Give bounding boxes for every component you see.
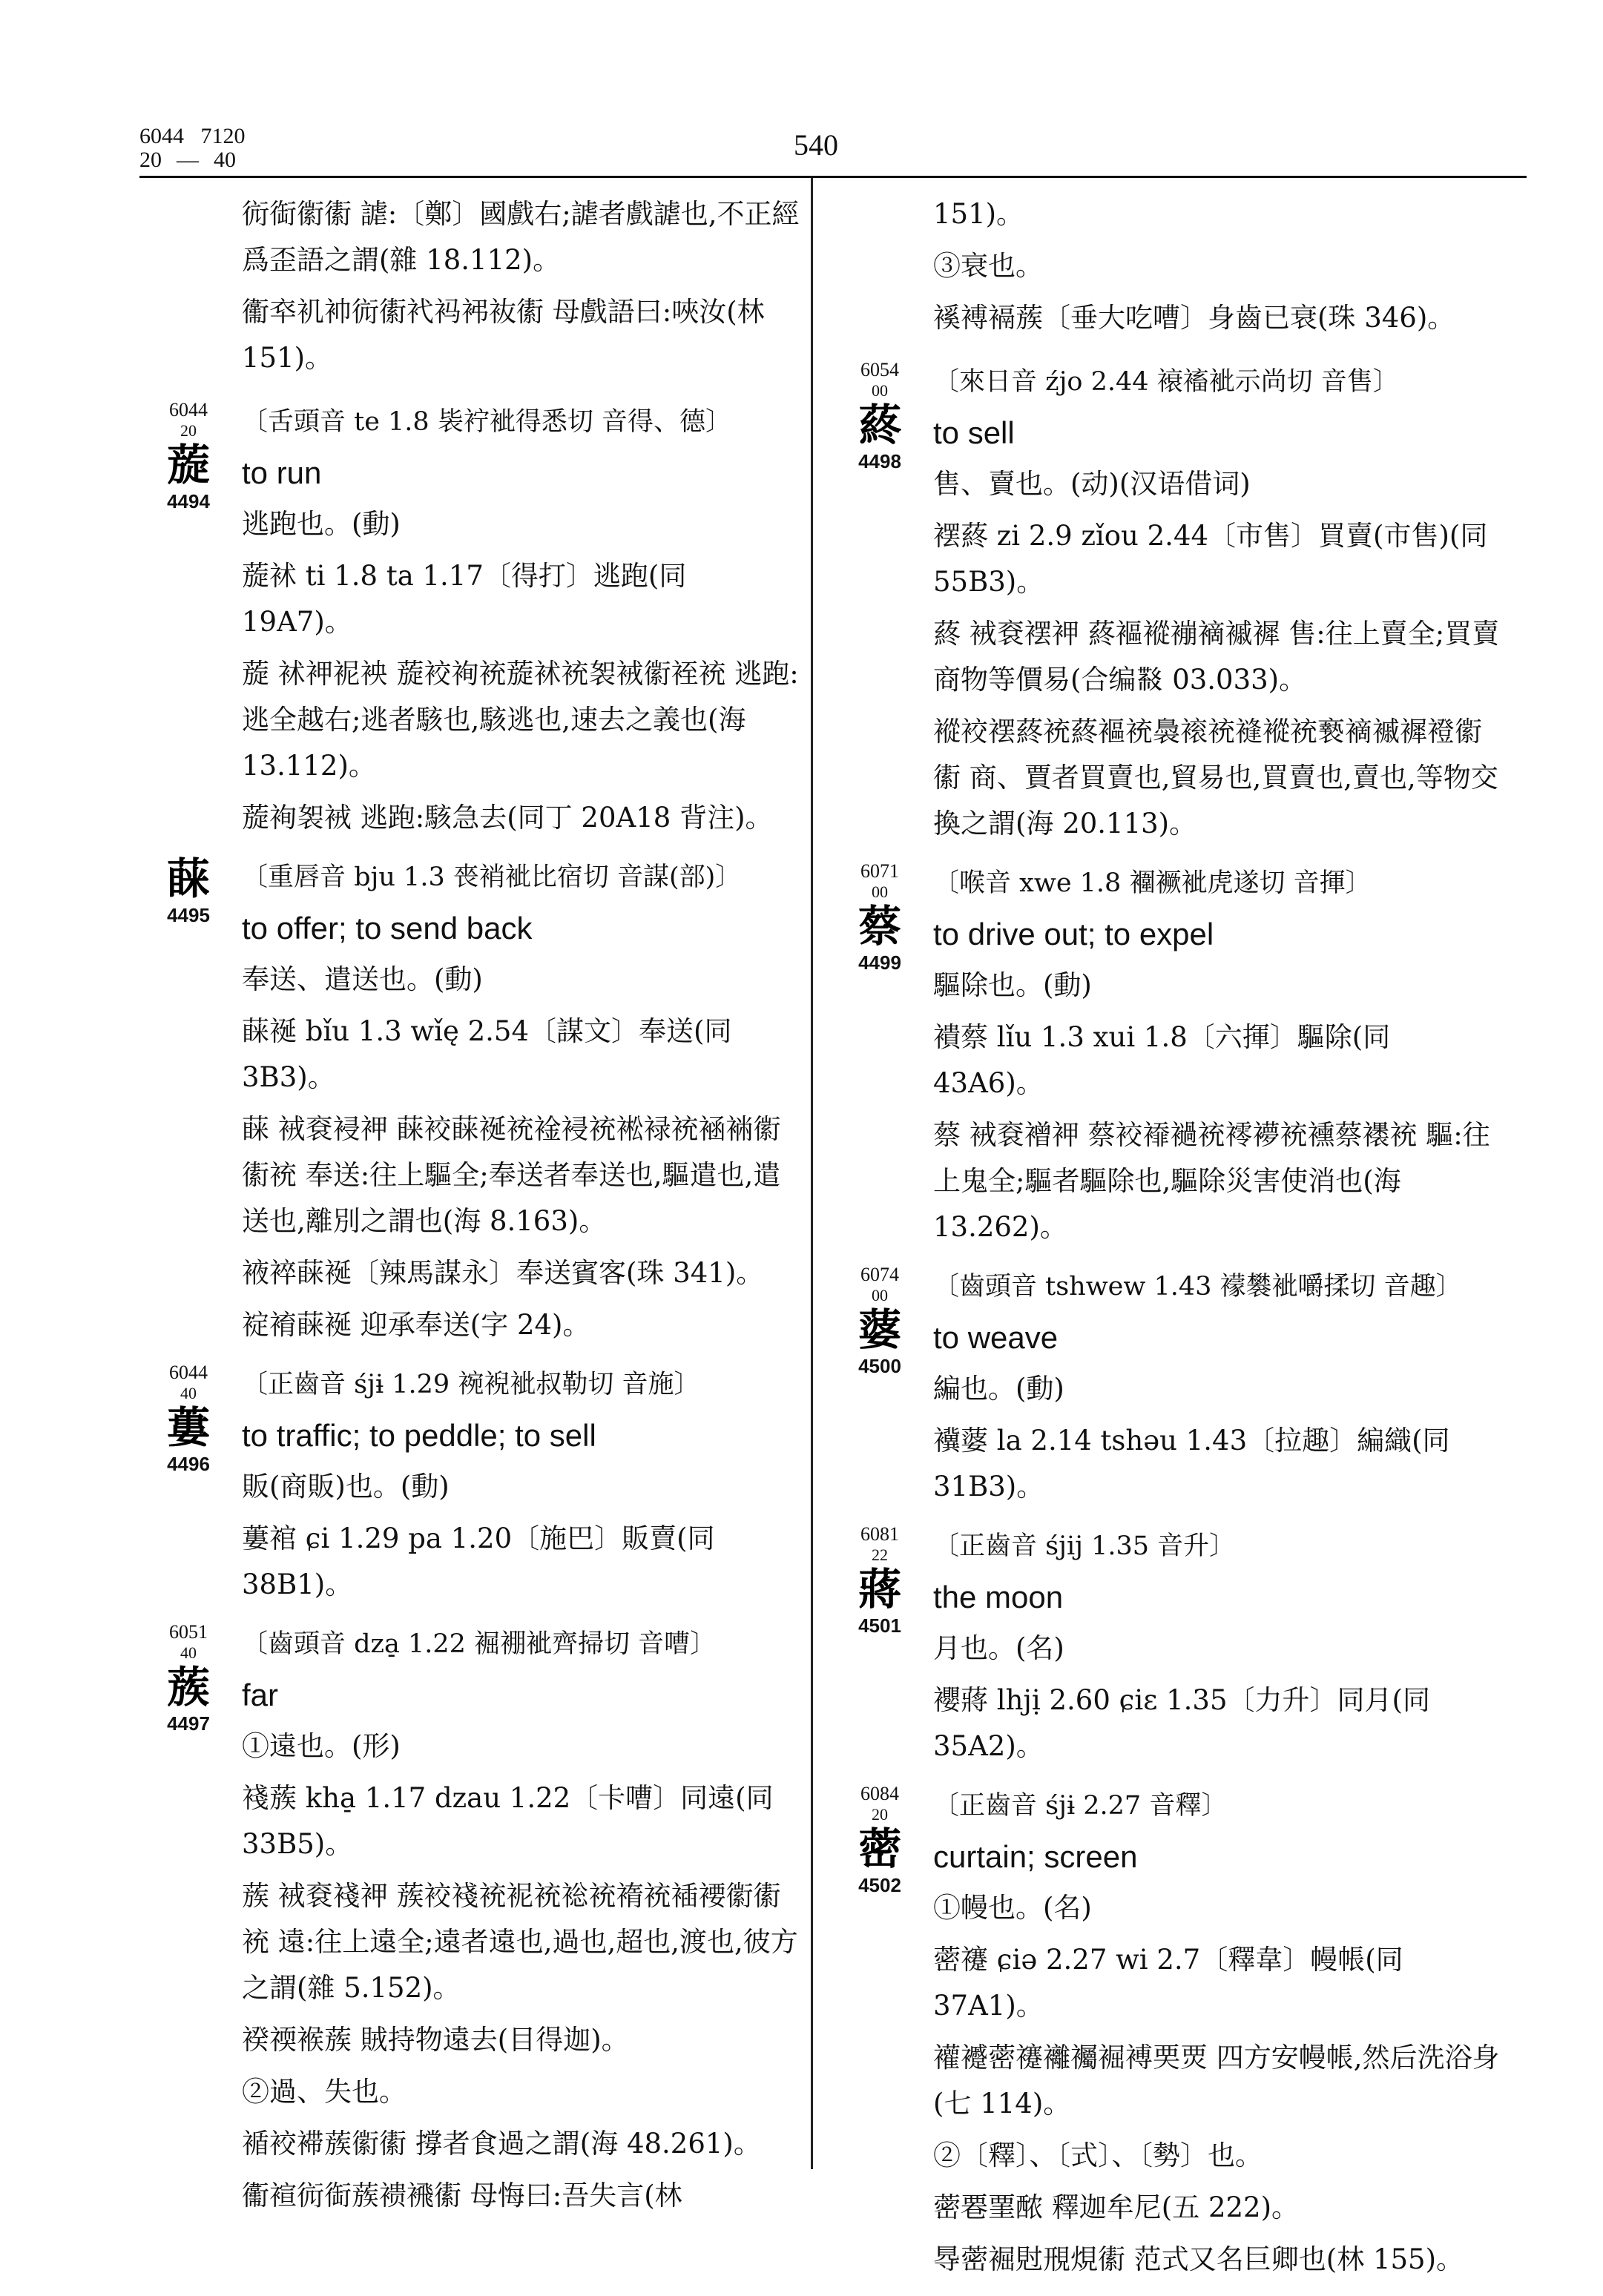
entry-margin [147, 1621, 230, 1735]
chinese-definition: 驅除也。(動) [933, 969, 1092, 1001]
entry-margin [147, 1362, 230, 1476]
headword-character: 蔣 [858, 1564, 901, 1614]
entry-index: 4499 [858, 951, 901, 974]
headword-character: 蔤 [858, 1824, 901, 1874]
entry-sub-number: 00 [872, 381, 888, 400]
entry-index: 4498 [858, 450, 901, 472]
entry-index: 4497 [167, 1712, 210, 1735]
column-divider [811, 178, 813, 2169]
chinese-definition: ①幔也。(名) [933, 1892, 1092, 1924]
example-line: 䙬蔣 lhjị 2.60 ɕiɛ 1.35〔力升〕同月(同 35A2)。 [933, 1684, 1430, 1762]
headword-character: 蔞 [166, 1402, 210, 1453]
chinese-definition: ②〔釋〕、〔式〕、〔勢〕也。 [933, 2140, 1263, 2171]
entry-index: 4495 [167, 904, 210, 926]
continuation-text: 151)。 ③衰也。 䙎䙏䙐蔟〔垂大吃嘈〕身齒已衰(珠 346)。 [933, 198, 1455, 334]
english-gloss: far [242, 1678, 279, 1712]
headword-character: 蔟 [166, 1662, 210, 1712]
english-gloss: to drive out; to expel [933, 917, 1214, 951]
entry-margin [838, 359, 921, 473]
entry-number: 6054 [860, 359, 899, 380]
english-gloss: to offer; to send back [242, 911, 533, 946]
english-gloss: curtain; screen [933, 1839, 1138, 1874]
headword-character: 蔝 [166, 854, 210, 904]
dictionary-entry [838, 359, 1506, 847]
phonetic-line: 〔舌頭音 te 1.8 䘡䘢䘣得悉切 音得、德〕 [242, 407, 731, 437]
entry-sub-number: 00 [872, 1286, 888, 1304]
entry-index: 4501 [858, 1614, 901, 1637]
entry-sub-number: 00 [872, 883, 888, 901]
entry-margin [838, 1783, 921, 1897]
entry-margin [838, 1264, 921, 1378]
example-line: 䙡蔡 lǐu 1.3 xui 1.8〔六揮〕驅除(同 43A6)。 [933, 1021, 1391, 1099]
phonetic-line: 〔正齒音 śjɨ 2.27 音釋〕 [933, 1791, 1228, 1821]
dictionary-entry [147, 1621, 800, 2219]
example-line: 蔤䙭 ɕiə 2.27 wi 2.7〔釋韋〕幔帳(同 37A1)。 [933, 1944, 1403, 2022]
entry-number: 6081 [860, 1523, 899, 1545]
entry-number: 6084 [860, 1783, 899, 1804]
dictionary-entry [147, 854, 800, 1348]
example-line: 蔙䘩䘫䘬 逃跑:駭急去(同丁 20A18 背注)。 [242, 802, 773, 834]
header-rule [139, 176, 1527, 178]
entry-sub-number: 20 [180, 421, 197, 440]
phonetic-line: 〔齒頭音 tshwew 1.43 䙩䙪䘣嚼揉切 音趣〕 [933, 1272, 1462, 1302]
example-line: 蔞䘾 ɕi 1.29 pa 1.20〔施巴〕販賣(同 38B1)。 [242, 1523, 715, 1600]
entry-margin [838, 1523, 921, 1637]
example-line: 蔠 䘬䘱䙓䘥 蔠䙔䙕䙖䙗䙘䙙 售:往上賣全;買賣商物等價易(合编𘜶 03.033)。 [933, 618, 1500, 696]
left-column [147, 191, 800, 2232]
example-line: 蔤䙴䙵䙶 釋迦牟尼(五 222)。 [933, 2191, 1300, 2223]
example-line: 蔙䘤 ti 1.8 ta 1.17〔得打〕逃跑(同 19A7)。 [242, 560, 687, 638]
example-line: 䙕䘨䙓蔠䘪蔠䙔䘪䙚䙛䘪䙜䙕䘪䙝䙗䙘䙙䙞䘗䘘 商、賈者買賣也,貿易也,買賣也,賣也,等物交換之謂(海 20.113)。 [933, 716, 1498, 839]
phonetic-line: 〔來日音 źjo 2.44 䙑䙒䘣示尚切 音售〕 [933, 367, 1399, 397]
phonetic-line: 〔齒頭音 dza̠ 1.22 䘿䙀䘣齊掃切 音嘈〕 [242, 1629, 717, 1659]
headword-character: 蔡 [858, 901, 901, 951]
example-line: 䙁蔟 kha̠ 1.17 dzau 1.22〔卡嘈〕同遠(同 33B5)。 [242, 1782, 774, 1860]
page-number: 540 [794, 128, 838, 162]
example-line: 蔝 䘬䘱䘲䘥 蔝䘨蔝䘰䘪䘳䘲䘪䘴䘵䘪䘶䘷䘗䘘䘪 奉送:往上驅全;奉送者奉送也,驅遣也,遣送也,離別之謂也(海 8.163)。 [242, 1113, 781, 1237]
example-line: 䙷蔤䘿䙸䙹䙺䘘 范式又名巨卿也(林 155)。 [933, 2243, 1464, 2275]
phonetic-line: 〔喉音 xwe 1.8 䙟䙠䘣虎遂切 音揮〕 [933, 868, 1372, 898]
entry-number: 6051 [169, 1621, 208, 1643]
entry-number: 6071 [860, 860, 899, 882]
entry-number: 6044 [169, 399, 208, 420]
chinese-definition: 月也。(名) [933, 1632, 1064, 1664]
entry-number: 6074 [860, 1264, 899, 1285]
phonetic-line: 〔正齒音 śjɨ 1.29 䘼䘽䘣叔勒切 音施〕 [242, 1370, 700, 1399]
dictionary-entry [147, 399, 800, 841]
headword-character: 蔙 [166, 440, 210, 490]
english-gloss: to run [242, 455, 322, 490]
header-range-bottom: 20 — 40 [139, 148, 236, 172]
entry-index: 4494 [167, 490, 210, 512]
chinese-definition: 奉送、遣送也。(動) [242, 963, 483, 995]
example-line: 蔙 䘤䘥䘦䘧 蔙䘨䘩䘪蔙䘤䘪䘫䘬䘗䘭䘪 逃跑:逃全越右;逃者駭也,駭逃也,速去之義也(海 13.112)。 [242, 658, 799, 782]
continuation-text: 䘕䘖䘗䘘 謔:〔鄭〕國戲右;謔者戲謔也,不正經爲歪語之謂(雜 18.112)。 䘙䘚䘛䘜䘕䘘䘝䘞䘟䘠䘘 母戲語曰:唊汝(林 151)。 [242, 198, 800, 374]
example-line: 䙫蔢 la 2.14 tshəu 1.43〔拉趣〕編織(同 31B3)。 [933, 1425, 1450, 1502]
chinese-definition: 逃跑也。(動) [242, 508, 401, 540]
right-column [838, 191, 1506, 2296]
english-gloss: to sell [933, 415, 1015, 450]
dictionary-entry [838, 1523, 1506, 1769]
english-gloss: the moon [933, 1580, 1064, 1614]
entry-margin [147, 854, 230, 927]
example-line: 蔟 䘬䘱䙁䘥 蔟䘨䙁䘪䘦䘪䙂䘪䙃䘪䙄䙅䘗䘘䘪 遠:往上遠全;遠者遠也,過也,超也,渡也,彼方之謂(雜 5.152)。 [242, 1880, 798, 2004]
chinese-definition: 編也。(動) [933, 1373, 1064, 1405]
entry-sub-number: 40 [180, 1384, 197, 1402]
header-range-top: 6044 7120 [139, 124, 246, 148]
entry-margin [838, 860, 921, 974]
example-line: 蔝䘰 bǐu 1.3 wǐę 2.54〔謀文〕奉送(同 3B3)。 [242, 1015, 732, 1093]
entry-sub-number: 20 [872, 1805, 888, 1824]
dictionary-entry [838, 1783, 1506, 2283]
entry-sub-number: 22 [872, 1545, 888, 1564]
entry-index: 4496 [167, 1453, 210, 1475]
entry-index: 4502 [858, 1874, 901, 1896]
example-line: 䙆䙇䙈蔟 賊持物遠去(目得迦)。 [242, 2024, 629, 2056]
example-line: 䙮䙯蔤䙭䙰䙱䘿䙏䙲䙳 四方安幔帳,然后洗浴身(七 114)。 [933, 2042, 1500, 2119]
example-line: 䘺䘻蔝䘰 迎承奉送(字 24)。 [242, 1309, 590, 1341]
example-line: 蔡 䘬䘱䙢䘥 蔡䘨䙣䙤䘪䙥䙦䘪䙧蔡䙨䘪 驅:往上鬼全;驅者驅除也,驅除災害使消也(海 13.262)。 [933, 1119, 1490, 1243]
headword-character: 蔠 [858, 400, 901, 450]
dictionary-entry [147, 1362, 800, 1608]
dictionary-entry [838, 1264, 1506, 1510]
entry-number: 6044 [169, 1362, 208, 1383]
entry-margin [147, 399, 230, 513]
entry-index: 4500 [858, 1355, 901, 1377]
header-codes [139, 125, 246, 172]
phonetic-line: 〔正齒音 śjij 1.35 音升〕 [933, 1531, 1236, 1561]
chinese-definition: 販(商販)也。(動) [242, 1471, 450, 1502]
example-line: 䙉䘨䙊蔟䘗䘘 撐者食過之謂(海 48.261)。 [242, 2128, 761, 2160]
english-gloss: to traffic; to peddle; to sell [242, 1418, 596, 1453]
chinese-definition: ①遠也。(形) [242, 1730, 401, 1762]
example-line: 䘸䘹蔝䘰〔辣馬謀永〕奉送賓客(珠 341)。 [242, 1257, 764, 1289]
entry-sub-number: 40 [180, 1643, 197, 1662]
example-line: 䘙䙋䘕䘖蔟䙌䙍䘘 母悔曰:吾失言(林 [242, 2180, 682, 2211]
english-gloss: to weave [933, 1320, 1059, 1355]
chinese-definition: ②過、失也。 [242, 2076, 406, 2108]
example-line: 䙓蔠 zi 2.9 zǐou 2.44〔市售〕買賣(市售)(同 55B3)。 [933, 520, 1488, 598]
phonetic-line: 〔重唇音 bju 1.3 䘮䘯䘣比宿切 音謀(部)〕 [242, 862, 742, 892]
chinese-definition: 售、賣也。(动)(汉语借词) [933, 468, 1251, 500]
headword-character: 蔢 [858, 1304, 901, 1355]
dictionary-entry [838, 860, 1506, 1250]
